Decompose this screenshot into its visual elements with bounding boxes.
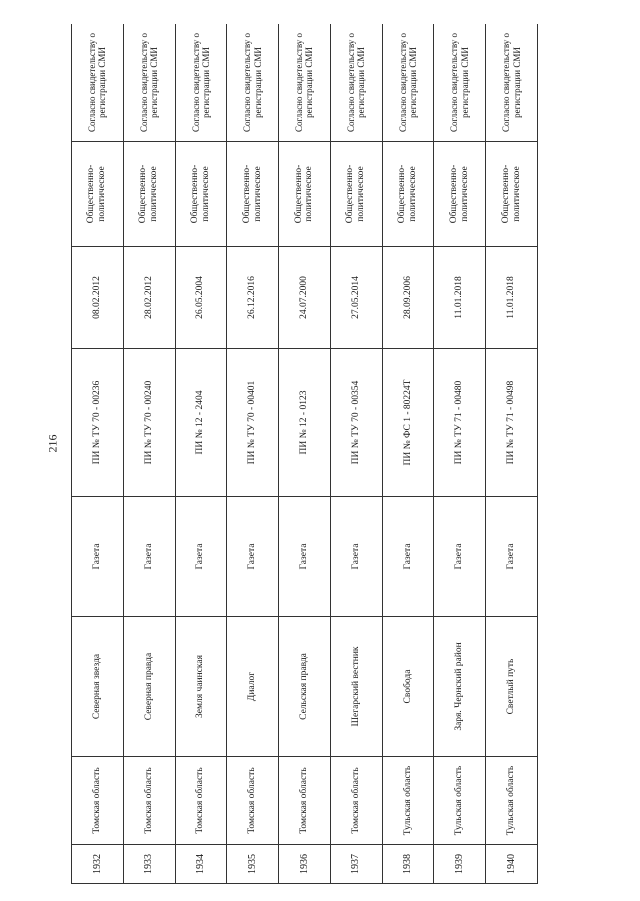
row-number: 1933	[123, 845, 175, 884]
registration-number-cell: ПИ № ТУ 70 - 00236	[72, 349, 124, 497]
table-row	[486, 24, 538, 884]
registration-number-cell: ПИ № ТУ 70 - 00401	[227, 349, 279, 497]
media-type-cell: Газета	[434, 497, 486, 617]
registration-date-cell: 11.01.2018	[486, 247, 538, 349]
page-number: 216	[45, 434, 60, 453]
row-number: 1936	[279, 845, 331, 884]
category-cell: Общественно-политическое	[72, 142, 124, 247]
media-type-cell: Газета	[382, 497, 434, 617]
table-row	[279, 24, 331, 884]
media-title-cell: Свобода	[382, 617, 434, 757]
registration-date-cell: 26.05.2004	[175, 247, 227, 349]
basis-cell: Согласно свидетельству о регистрации СМИ	[382, 24, 434, 142]
registration-date-cell: 27.05.2014	[330, 247, 382, 349]
basis-cell: Согласно свидетельству о регистрации СМИ	[434, 24, 486, 142]
registration-number-cell: ПИ № ТУ 70 - 00240	[123, 349, 175, 497]
table-row	[434, 24, 486, 884]
media-title-cell: Диалог	[227, 617, 279, 757]
row-number: 1935	[227, 845, 279, 884]
media-type-cell: Газета	[330, 497, 382, 617]
table-row	[123, 24, 175, 884]
media-type-cell: Газета	[486, 497, 538, 617]
media-title-cell: Шегарский вестник	[330, 617, 382, 757]
category-cell: Общественно-политическое	[434, 142, 486, 247]
basis-cell: Согласно свидетельству о регистрации СМИ	[123, 24, 175, 142]
basis-cell: Согласно свидетельству о регистрации СМИ	[330, 24, 382, 142]
registration-number-cell: ПИ № ТУ 71 - 00498	[486, 349, 538, 497]
registration-date-cell: 24.07.2000	[279, 247, 331, 349]
registration-number-cell: ПИ № ФС 1 - 80224Т	[382, 349, 434, 497]
category-cell: Общественно-политическое	[175, 142, 227, 247]
basis-cell: Согласно свидетельству о регистрации СМИ	[72, 24, 124, 142]
category-cell: Общественно-политическое	[279, 142, 331, 247]
media-title-cell: Земля чаинская	[175, 617, 227, 757]
media-type-cell: Газета	[227, 497, 279, 617]
table-row	[227, 24, 279, 884]
basis-cell: Согласно свидетельству о регистрации СМИ	[279, 24, 331, 142]
region-cell: Тульская область	[434, 757, 486, 845]
registration-date-cell: 08.02.2012	[72, 247, 124, 349]
registration-number-cell: ПИ № ТУ 71 - 00480	[434, 349, 486, 497]
media-type-cell: Газета	[72, 497, 124, 617]
table-body	[72, 24, 538, 884]
registration-date-cell: 26.12.2016	[227, 247, 279, 349]
registration-date-cell: 11.01.2018	[434, 247, 486, 349]
row-number: 1937	[330, 845, 382, 884]
region-cell: Томская область	[175, 757, 227, 845]
category-cell: Общественно-политическое	[330, 142, 382, 247]
media-type-cell: Газета	[175, 497, 227, 617]
row-number: 1932	[72, 845, 124, 884]
media-title-cell: Заря. Чернский район	[434, 617, 486, 757]
registration-date-cell: 28.02.2012	[123, 247, 175, 349]
category-cell: Общественно-политическое	[382, 142, 434, 247]
row-number: 1940	[486, 845, 538, 884]
table-row	[382, 24, 434, 884]
media-type-cell: Газета	[123, 497, 175, 617]
registration-date-cell: 28.09.2006	[382, 247, 434, 349]
row-number: 1939	[434, 845, 486, 884]
table-row	[72, 24, 124, 884]
media-title-cell: Светлый путь	[486, 617, 538, 757]
region-cell: Тульская область	[486, 757, 538, 845]
region-cell: Томская область	[72, 757, 124, 845]
registration-number-cell: ПИ № ТУ 70 - 00354	[330, 349, 382, 497]
region-cell: Томская область	[227, 757, 279, 845]
basis-cell: Согласно свидетельству о регистрации СМИ	[486, 24, 538, 142]
registry-table-wrapper	[71, 24, 538, 884]
media-type-cell: Газета	[279, 497, 331, 617]
table-row	[175, 24, 227, 884]
registration-number-cell: ПИ № 12 - 2404	[175, 349, 227, 497]
media-title-cell: Северная правда	[123, 617, 175, 757]
media-title-cell: Сельская правда	[279, 617, 331, 757]
category-cell: Общественно-политическое	[227, 142, 279, 247]
basis-cell: Согласно свидетельству о регистрации СМИ	[227, 24, 279, 142]
row-number: 1934	[175, 845, 227, 884]
category-cell: Общественно-политическое	[123, 142, 175, 247]
registration-number-cell: ПИ № 12 - 0123	[279, 349, 331, 497]
region-cell: Тульская область	[382, 757, 434, 845]
media-title-cell: Северная звезда	[72, 617, 124, 757]
region-cell: Томская область	[279, 757, 331, 845]
region-cell: Томская область	[123, 757, 175, 845]
category-cell: Общественно-политическое	[486, 142, 538, 247]
row-number: 1938	[382, 845, 434, 884]
table-row	[330, 24, 382, 884]
region-cell: Томская область	[330, 757, 382, 845]
basis-cell: Согласно свидетельству о регистрации СМИ	[175, 24, 227, 142]
media-registry-table	[71, 24, 538, 884]
